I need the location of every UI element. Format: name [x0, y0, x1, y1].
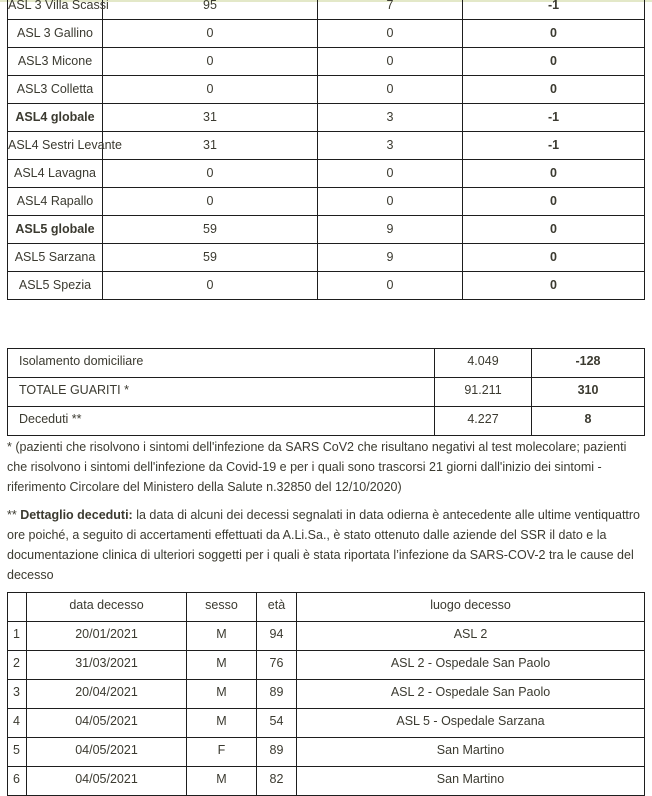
totals-value: 4.227 [435, 407, 532, 436]
death-age: 82 [257, 767, 297, 796]
death-index: 6 [8, 767, 27, 796]
asl-value-a: 0 [103, 20, 318, 48]
asl-row [8, 216, 645, 244]
asl-value-b: 0 [318, 20, 463, 48]
death-row [8, 651, 645, 680]
asl-delta: 0 [463, 188, 645, 216]
header-index [8, 593, 27, 622]
asl-name: ASL3 Colletta [8, 76, 103, 104]
asl-value-b: 0 [318, 160, 463, 188]
asl-name: ASL3 Micone [8, 48, 103, 76]
death-index: 5 [8, 738, 27, 767]
asl-value-a: 0 [103, 48, 318, 76]
footnote-title: Dettaglio deceduti: [20, 508, 133, 522]
totals-value: 91.211 [435, 378, 532, 407]
asl-value-b: 7 [318, 0, 463, 20]
deaths-table [7, 592, 645, 796]
death-place: ASL 5 - Ospedale Sarzana [297, 709, 645, 738]
death-place: ASL 2 [297, 622, 645, 651]
death-index: 4 [8, 709, 27, 738]
header-sex: sesso [187, 593, 257, 622]
asl-value-b: 9 [318, 244, 463, 272]
asl-value-a: 31 [103, 132, 318, 160]
asl-delta: 0 [463, 216, 645, 244]
death-place: ASL 2 - Ospedale San Paolo [297, 680, 645, 709]
asl-value-b: 3 [318, 104, 463, 132]
asl-value-b: 0 [318, 188, 463, 216]
asl-name: ASL 3 Gallino [8, 20, 103, 48]
death-row [8, 738, 645, 767]
death-age: 89 [257, 738, 297, 767]
death-date: 04/05/2021 [27, 738, 187, 767]
death-date: 04/05/2021 [27, 709, 187, 738]
death-age: 54 [257, 709, 297, 738]
deaths-header-row [8, 593, 645, 622]
totals-value: 4.049 [435, 349, 532, 378]
death-date: 31/03/2021 [27, 651, 187, 680]
asl-row [8, 160, 645, 188]
asl-row [8, 76, 645, 104]
totals-row [8, 407, 645, 436]
death-age: 94 [257, 622, 297, 651]
asl-name: ASL4 Lavagna [8, 160, 103, 188]
asl-delta: 0 [463, 160, 645, 188]
totals-delta: -128 [532, 349, 645, 378]
death-date: 20/04/2021 [27, 680, 187, 709]
guariti-footnote: * (pazienti che risolvono i sintomi dell'infezione da SARS CoV2 che risultano negativi al test molecolare; pazienti che risolvono i sintomi dell'infezione da Covid-19 e per i quali sono trascorsi 21 giorni dall'inizio dei sintomi - riferimento Circolare del Ministero della Salute n.32850 del 12/10/2020) [7, 440, 627, 494]
death-index: 2 [8, 651, 27, 680]
death-age: 89 [257, 680, 297, 709]
death-age: 76 [257, 651, 297, 680]
totals-label: TOTALE GUARITI * [8, 378, 435, 407]
asl-row [8, 272, 645, 300]
totals-row [8, 349, 645, 378]
asl-value-b: 3 [318, 132, 463, 160]
death-sex: M [187, 709, 257, 738]
death-row [8, 622, 645, 651]
asl-table [7, 0, 645, 300]
totals-delta: 310 [532, 378, 645, 407]
death-date: 20/01/2021 [27, 622, 187, 651]
asl-delta: 0 [463, 48, 645, 76]
asl-value-b: 0 [318, 76, 463, 104]
asl-row [8, 188, 645, 216]
header-age: età [257, 593, 297, 622]
asl-delta: 0 [463, 272, 645, 300]
asl-row [8, 20, 645, 48]
asl-value-a: 0 [103, 188, 318, 216]
asl-name: ASL5 Sarzana [8, 244, 103, 272]
asl-delta: -1 [463, 104, 645, 132]
death-row [8, 767, 645, 796]
death-row [8, 680, 645, 709]
asl-value-a: 95 [103, 0, 318, 20]
header-place: luogo decesso [297, 593, 645, 622]
totals-table [7, 348, 645, 436]
death-place: ASL 2 - Ospedale San Paolo [297, 651, 645, 680]
death-index: 3 [8, 680, 27, 709]
footnote-text: la data di alcuni dei decessi segnalati in data odierna è antecedente alle ultime ventiquattro ore poiché, a seguito di accertamenti effettuati da A.Li.Sa., è stato ottenuto dalle aziende del SSR il dato e la documentazione clinica di ulteriori soggetti per i quali è stata riportata l’infezione da SARS-COV-2 tra le cause del decesso [7, 508, 641, 582]
asl-value-a: 0 [103, 76, 318, 104]
asl-name: ASL 3 Villa Scassi [8, 0, 103, 20]
asl-value-a: 59 [103, 216, 318, 244]
death-row [8, 709, 645, 738]
asl-name: ASL4 Rapallo [8, 188, 103, 216]
deceduti-footnote [7, 505, 647, 585]
asl-value-a: 0 [103, 272, 318, 300]
death-place: San Martino [297, 738, 645, 767]
header-date: data decesso [27, 593, 187, 622]
asl-value-a: 0 [103, 160, 318, 188]
asl-value-a: 31 [103, 104, 318, 132]
death-sex: M [187, 651, 257, 680]
death-sex: M [187, 767, 257, 796]
death-sex: M [187, 622, 257, 651]
asl-name: ASL5 Spezia [8, 272, 103, 300]
totals-label: Isolamento domiciliare [8, 349, 435, 378]
death-date: 04/05/2021 [27, 767, 187, 796]
asl-row [8, 104, 645, 132]
asl-value-b: 0 [318, 272, 463, 300]
asl-name: ASL4 globale [8, 104, 103, 132]
asl-name: ASL4 Sestri Levante [8, 132, 103, 160]
asl-value-a: 59 [103, 244, 318, 272]
asl-row [8, 0, 645, 20]
asl-row [8, 244, 645, 272]
asl-delta: -1 [463, 0, 645, 20]
asl-delta: 0 [463, 244, 645, 272]
asl-row [8, 132, 645, 160]
asl-row [8, 48, 645, 76]
death-place: San Martino [297, 767, 645, 796]
asl-name: ASL5 globale [8, 216, 103, 244]
asl-delta: 0 [463, 20, 645, 48]
footnote-marker: ** [7, 508, 21, 522]
asl-value-b: 9 [318, 216, 463, 244]
asl-delta: -1 [463, 132, 645, 160]
asl-value-b: 0 [318, 48, 463, 76]
death-sex: F [187, 738, 257, 767]
totals-row [8, 378, 645, 407]
totals-delta: 8 [532, 407, 645, 436]
death-index: 1 [8, 622, 27, 651]
totals-label: Deceduti ** [8, 407, 435, 436]
asl-delta: 0 [463, 76, 645, 104]
death-sex: M [187, 680, 257, 709]
